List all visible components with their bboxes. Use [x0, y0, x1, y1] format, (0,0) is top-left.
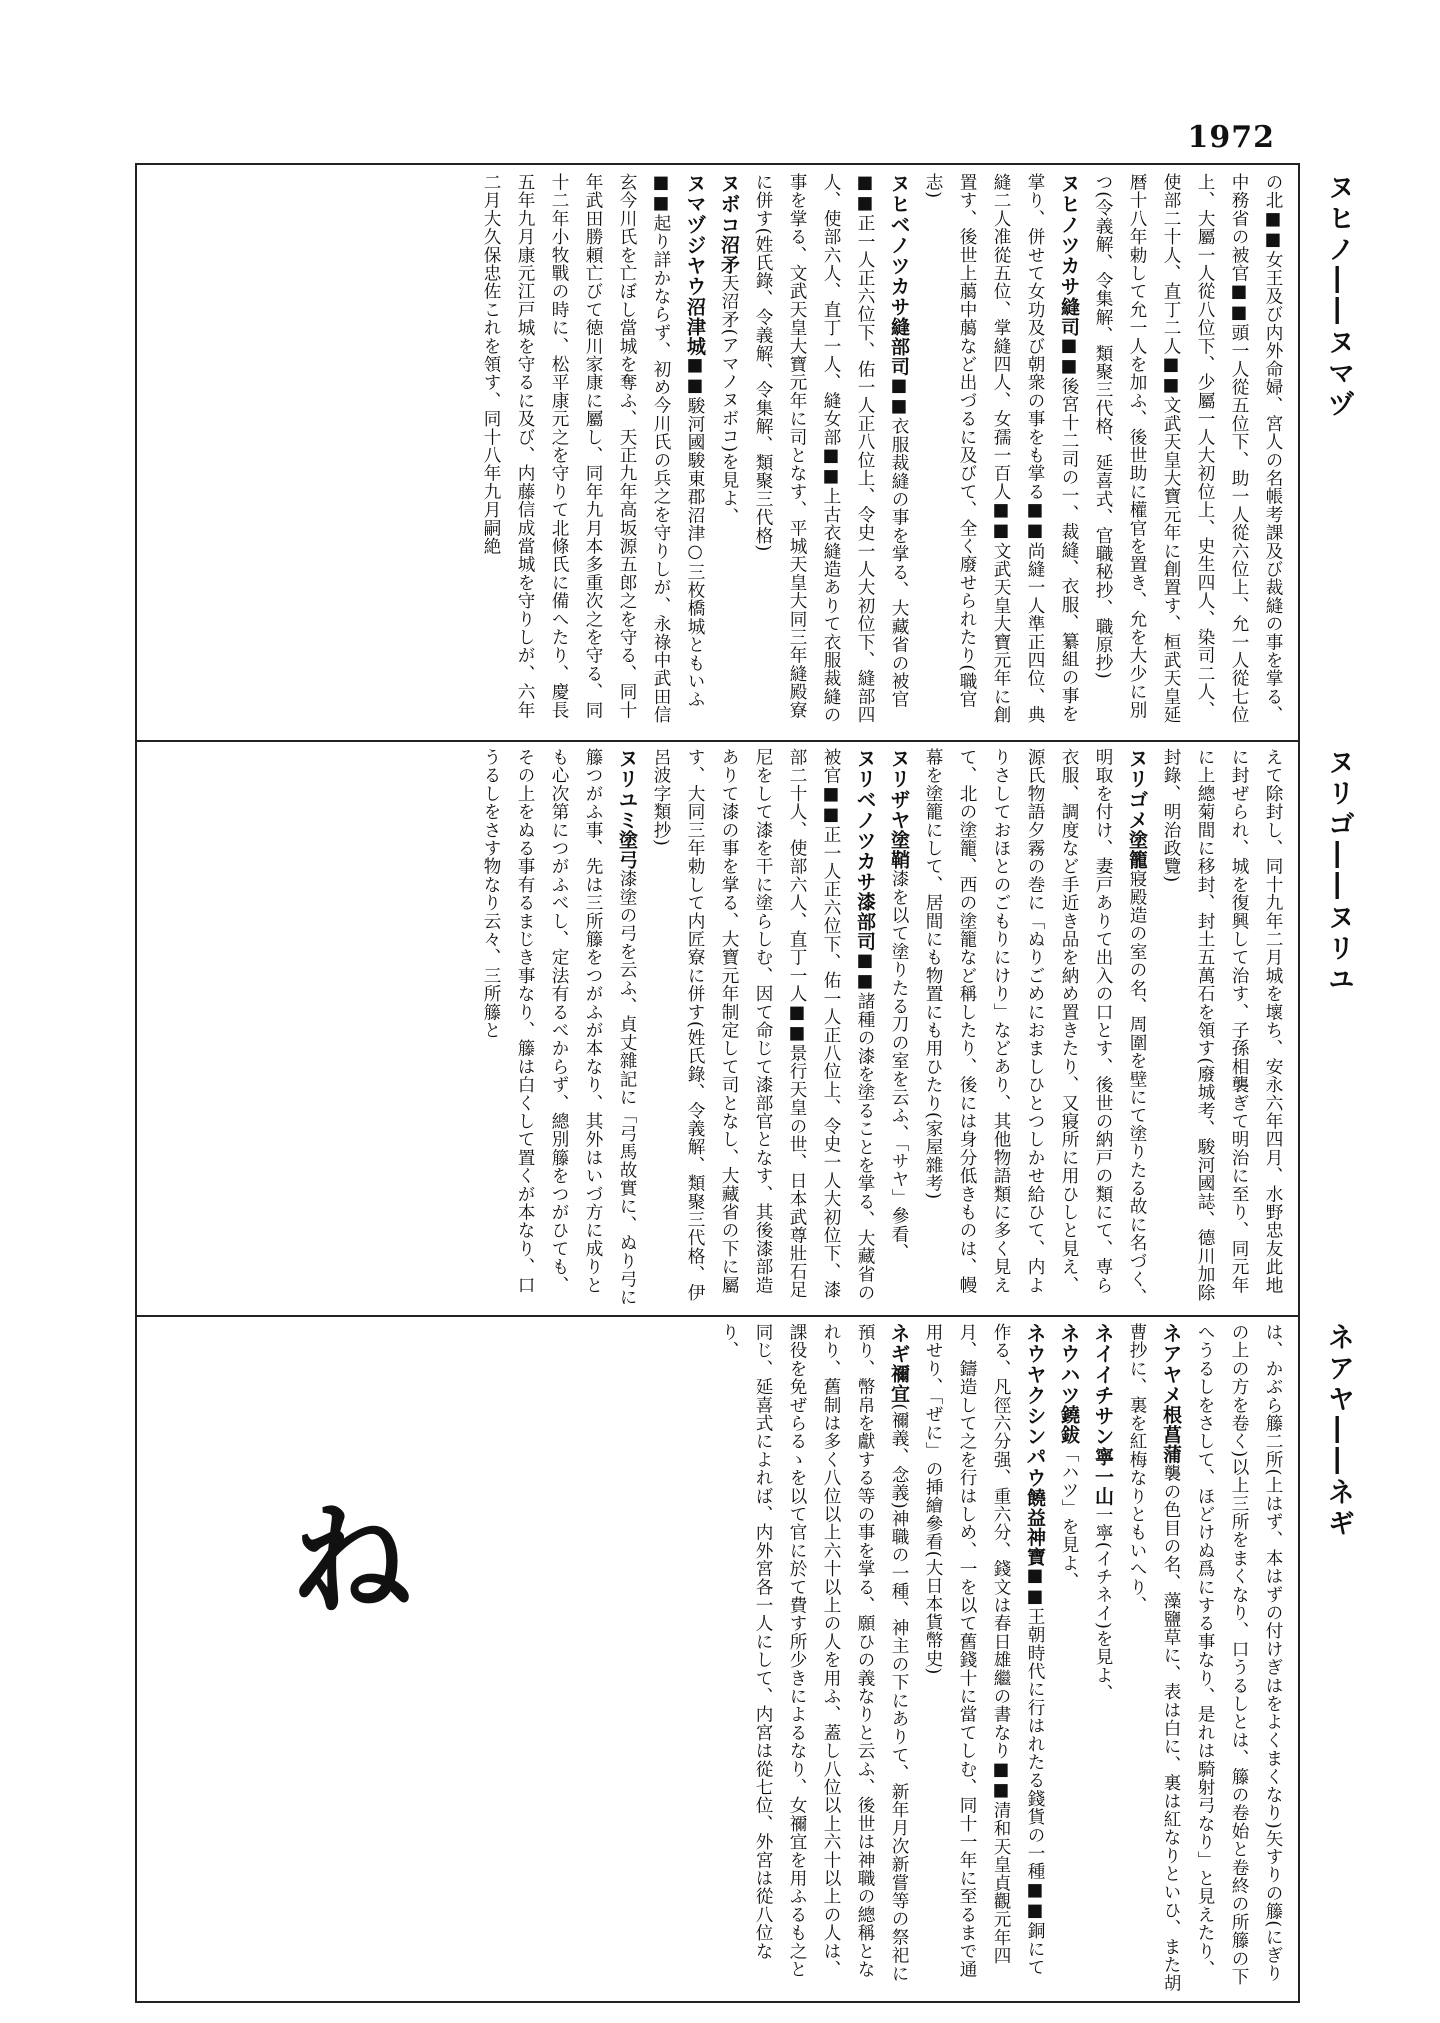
dictionary-entry — [1188, 1323, 1290, 1993]
running-header: ヌヒノ――ヌマヅ — [1323, 173, 1354, 421]
entry-text: 天沼矛(アマノヌボコ)を見よ、 — [719, 274, 739, 526]
entry-headword: ヌリザヤ — [887, 748, 911, 831]
page-number: 1972 — [1187, 120, 1275, 155]
dictionary-entry — [1086, 1323, 1120, 1993]
dictionary-entry — [1086, 173, 1290, 732]
kana-section-mark: ね — [292, 1490, 412, 1631]
entry-text: 漆を以て塗りたる刀の室を云ふ、「サヤ」參看、 — [889, 869, 909, 1262]
entry-headword: ネアヤメ — [1159, 1323, 1183, 1406]
dictionary-entry — [1154, 748, 1290, 1307]
dictionary-columns — [145, 748, 1290, 1307]
entry-kanji: 縫司 — [1058, 296, 1080, 336]
entry-headword: ネウハツ — [1057, 1323, 1081, 1406]
entry-text: 襲の色目の名、藻鹽草に、表は白に、裏は紅なりといひ、また胡曹抄に、裏を紅梅なりともいへり、 — [1127, 1323, 1181, 1993]
entry-kanji: 塗籠 — [1126, 830, 1148, 870]
dictionary-entry — [882, 748, 916, 1307]
entry-headword: ネギ — [887, 1323, 911, 1365]
dictionary-columns — [145, 173, 1290, 732]
dictionary-entry — [916, 173, 1086, 732]
entry-kanji: 饒益神寶 — [1024, 1487, 1046, 1567]
entry-text: 漆塗の弓を云ふ、貞丈雜記に「弓馬故實に、ぬり弓に籐つがふ事、先は三所籐をつがふが本なり、其外はいづ方に成りとも心次第につがふべし、定法有るべからず、總別籐をつがひても、その上をぬる事有るまじき事なり、籐は白くして置くが本なり、口うるしをさす物なり云々、三所籐と — [481, 748, 637, 1307]
entry-text: の北■■女王及び内外命婦、宮人の名帳考課及び裁縫の事を掌る、中務省の被官■■頭一人從五位下、助一人從六位上、允一人從七位上、大屬一人從八位下、少屬一人大初位上、史生四人、染司二人、使部二十人、直丁二人■■文武天皇大寶元年に創置す、桓武天皇延暦十八年勅して允一人を加ふ、後世助に權官を置き、允を大少に別つ(令義解、令集解、類聚三代格、延喜式、官職秘抄、職原抄) — [1093, 173, 1283, 724]
entry-kanji: 沼津城 — [684, 296, 706, 356]
dictionary-entry — [474, 173, 712, 732]
entry-kanji: 塗鞘 — [888, 830, 910, 870]
dictionary-entry — [712, 1323, 916, 1993]
dictionary-columns — [467, 1323, 1290, 1993]
entry-text: えて除封し、同十九年二月城を壞ち、安永六年四月、水野忠友此地に封ぜられ、城を復興して治す、子孫相襲ぎて明治に至り、同元年に上總菊間に移封、封土五萬石を領す(廢城考、駿河國誌、德川加除封錄、明治政覽) — [1161, 748, 1283, 1302]
entry-headword: ネウヤクシンパウ — [1023, 1323, 1047, 1488]
section-3 — [137, 1315, 1354, 2001]
dictionary-entry — [916, 1323, 1052, 1993]
entry-text: 一寧(イチネイ)を見よ、 — [1093, 1505, 1113, 1703]
entry-headword: ヌヒノツカサ — [1057, 173, 1081, 297]
dictionary-entry — [1120, 1323, 1188, 1993]
entry-kanji: 根菖蒲 — [1160, 1405, 1182, 1465]
entry-headword: ヌボコ — [717, 173, 741, 235]
dictionary-entry — [916, 748, 1154, 1307]
entry-kanji: 漆部司 — [854, 892, 876, 952]
entry-headword: ヌリベノツカサ — [853, 748, 877, 893]
page-frame — [135, 163, 1354, 2003]
entry-headword: ヌマヅジヤウ — [683, 173, 707, 297]
entry-text: ■■後宮十二司の一、裁縫、衣服、纂組の事を掌り、併せて女功及び朝衆の事をも掌る■■尚縫一人準正四位、典縫二人准從五位、掌縫四人、女孺一百人■■文武天皇大寶元年に創置す、後世上﨟中﨟など出づるに及びて、全く廢せられたり(職官志) — [923, 173, 1079, 724]
dictionary-entry — [746, 173, 916, 732]
entry-kanji: 塗弓 — [616, 830, 638, 870]
dictionary-entry — [474, 748, 644, 1307]
entry-kanji: 鐃鈸 — [1058, 1405, 1080, 1445]
section-2 — [137, 740, 1354, 1315]
entry-headword: ヌリユミ — [615, 748, 639, 831]
dictionary-entry — [712, 173, 746, 732]
entry-text: 寢殿造の室の名、周圍を壁にて塗りたる故に名づく、明取を付け、妻戸ありて出入の口とす、後世の納戸の類にて、専ら衣服、調度など手近き品を納め置きたり、又寢所に用ひしと見え、源氏物語夕霧の巻に「ぬりごめにおましひとつしかせ給ひて、内よりさしておほとのごもりにけり」などあり、其他物語類に多く見えて、北の塗籠、西の塗籠など稱したり、後には身分低きものは、幔幕を塗籠にして、居間にも物置にも用ひたり(家屋雜考) — [923, 748, 1147, 1307]
dictionary-entry — [644, 748, 882, 1307]
entry-text: 「ハツ」を見よ、 — [1059, 1444, 1079, 1591]
entry-text: ■■諸種の漆を塗ることを掌る、大藏省の被官■■正一人正六位下、佑一人正八位上、令史一人大初位下、漆部二十人、使部六人、直丁一人■■景行天皇の世、日本武尊壯石足尼をして漆を干に塗らしむ、因て命じて漆部官となす、其後漆部造ありて漆の事を掌る、大寶元年制定して司となし、大藏省の下に屬す、大同三年勅して内匠寮に併す(姓氏錄、令義解、類聚三代格、伊呂波字類抄) — [651, 748, 875, 1302]
entry-text: ■■王朝時代に行はれたる錢貨の一種■■銅にて作る、凡徑六分强、重六分、錢文は春日雄繼の書なり■■清和天皇貞觀元年四月、鑄造して之を行はしめ、一を以て舊錢十に當てしむ、同十一年に至るまで通用せり、「ぜに」の挿繪參看(大日本貨幣史) — [923, 1323, 1045, 1979]
entry-text: (禰義、念義)神職の一種、神主の下にありて、新年月次新嘗等の祭祀に預り、幣帛を獻する等の事を掌る、願ひの義なりと云ふ、後世は神職の總稱となれり、舊制は多く八位以上六十以上の人を用ふ、蓋し八位以上六十以上の人は、課役を免ぜらるゝを以て官に於て費す所少きによるなり、女禰宜を用ふるも之と同じ、延喜式によれば、内外宮各一人にして、内宮は從七位、外宮は從八位なり、 — [719, 1323, 909, 1983]
dictionary-entry — [1052, 1323, 1086, 1993]
entry-headword: ヌヒベノツカサ — [887, 173, 911, 318]
running-header: ネアヤ――ネギ — [1323, 1323, 1354, 1540]
entry-headword: ネイイチサン — [1091, 1323, 1115, 1447]
section-1 — [137, 165, 1354, 740]
entry-kanji: 沼矛 — [718, 234, 740, 275]
entry-kanji: 縫部司 — [888, 317, 910, 377]
entry-text: ■■衣服裁縫の事を掌る、大藏省の被官■■正一人正六位下、佑一人正八位上、令史一人大初位下、縫部四人、使部六人、直丁一人、縫女部■■上古衣縫造ありて衣服裁縫の事を掌る、文武天皇大寶元年に司となす、平城天皇大同三年縫殿寮に併す(姓氏錄、令義解、令集解、類聚三代格) — [753, 173, 909, 724]
entry-text: は、かぶら籐二所(上はず、本はずの付けぎはをよくまくなり)矢すりの籐(にぎりの上の方を卷く)以上三所をまくなり、口うるしとは、籐の卷始と卷終の所籐の下へうるしをさして、ほどけぬ爲にする事なり、是れは騎射弓なり」と見えたり、 — [1195, 1323, 1283, 1986]
entry-headword: ヌリゴメ — [1125, 748, 1149, 831]
running-header: ヌリゴ――ヌリユ — [1323, 748, 1354, 996]
entry-kanji: 寧一山 — [1092, 1446, 1114, 1506]
entry-text: ■■駿河國駿東郡沼津○三枚橋城ともいふ■■起り詳かならず、初め今川氏の兵之を守りしが、永祿中武田信玄今川氏を亡ぼし當城を奪ふ、天正九年高坂源五郎之を守る、同十年武田勝頼亡びて徳川家康に屬し、同年九月本多重次之を守る、同十二年小牧戰の時に、松平康元之を守りて北條氏に備へたり、慶長五年九月康元江戸城を守るに及び、内藤信成當城を守りしが、六年二月大久保忠佐これを領す、同十八年九月嗣絶 — [481, 173, 705, 724]
entry-kanji: 禰宜 — [888, 1364, 910, 1404]
